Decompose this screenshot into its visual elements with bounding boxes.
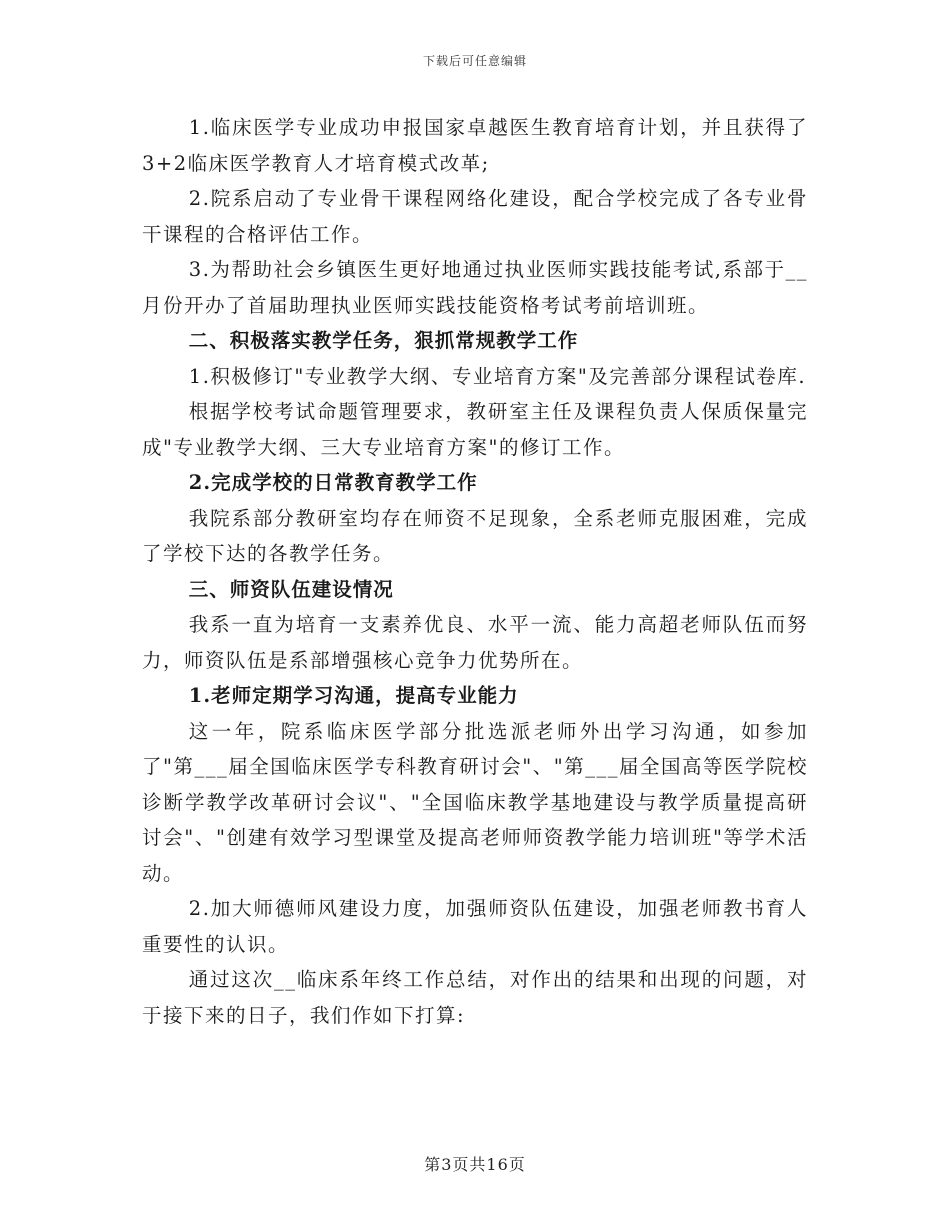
paragraph: 通过这次__临床系年终工作总结，对作出的结果和出现的问题，对于接下来的日子，我们作如下打算: bbox=[142, 968, 808, 1027]
paragraph: 2.院系启动了专业骨干课程网络化建设，配合学校完成了各专业骨干课程的合格评估工作。 bbox=[142, 187, 808, 246]
page-number-footer: 第3页共16页 bbox=[424, 1155, 526, 1174]
paragraph: 根据学校考试命题管理要求，教研室主任及课程负责人保质保量完成"专业教学大纲、三大专业培育方案"的修订工作。 bbox=[142, 400, 808, 459]
paragraph: 这一年，院系临床医学部分批选派老师外出学习沟通，如参加了"第___届全国临床医学专科教育研讨会"、"第___届全国高等医学院校诊断学教学改革研讨会议"、"全国临床教学基地建设与教学质量提高研讨会"、"创建有效学习型课堂及提高老师师资教学能力培训班"等学术活动。 bbox=[142, 719, 808, 885]
subsection-heading: 1.老师定期学习沟通，提高专业能力 bbox=[188, 684, 519, 707]
document-body bbox=[142, 110, 808, 1033]
subsection-heading: 2.完成学校的日常教育教学工作 bbox=[188, 471, 478, 494]
paragraph: 1.临床医学专业成功申报国家卓越医生教育培育计划，并且获得了3+2临床医学教育人才培育模式改革; bbox=[142, 116, 808, 175]
paragraph: 我院系部分教研室均存在师资不足现象，全系老师克服困难，完成了学校下达的各教学任务。 bbox=[142, 506, 808, 565]
paragraph: 2.加大师德师风建设力度，加强师资队伍建设，加强老师教书育人重要性的认识。 bbox=[142, 897, 808, 956]
paragraph: 我系一直为培育一支素养优良、水平一流、能力高超老师队伍而努力，师资队伍是系部增强核心竞争力优势所在。 bbox=[142, 613, 808, 672]
section-heading: 二、积极落实教学任务，狠抓常规教学工作 bbox=[188, 329, 579, 352]
paragraph: 3.为帮助社会乡镇医生更好地通过执业医师实践技能考试,系部于__月份开办了首届助理执业医师实践技能资格考试考前培训班。 bbox=[142, 258, 808, 317]
paragraph: 1.积极修订"专业教学大纲、专业培育方案"及完善部分课程试卷库. bbox=[188, 364, 807, 388]
header-note: 下载后可任意编辑 bbox=[422, 54, 527, 68]
section-heading: 三、师资队伍建设情况 bbox=[188, 577, 394, 601]
